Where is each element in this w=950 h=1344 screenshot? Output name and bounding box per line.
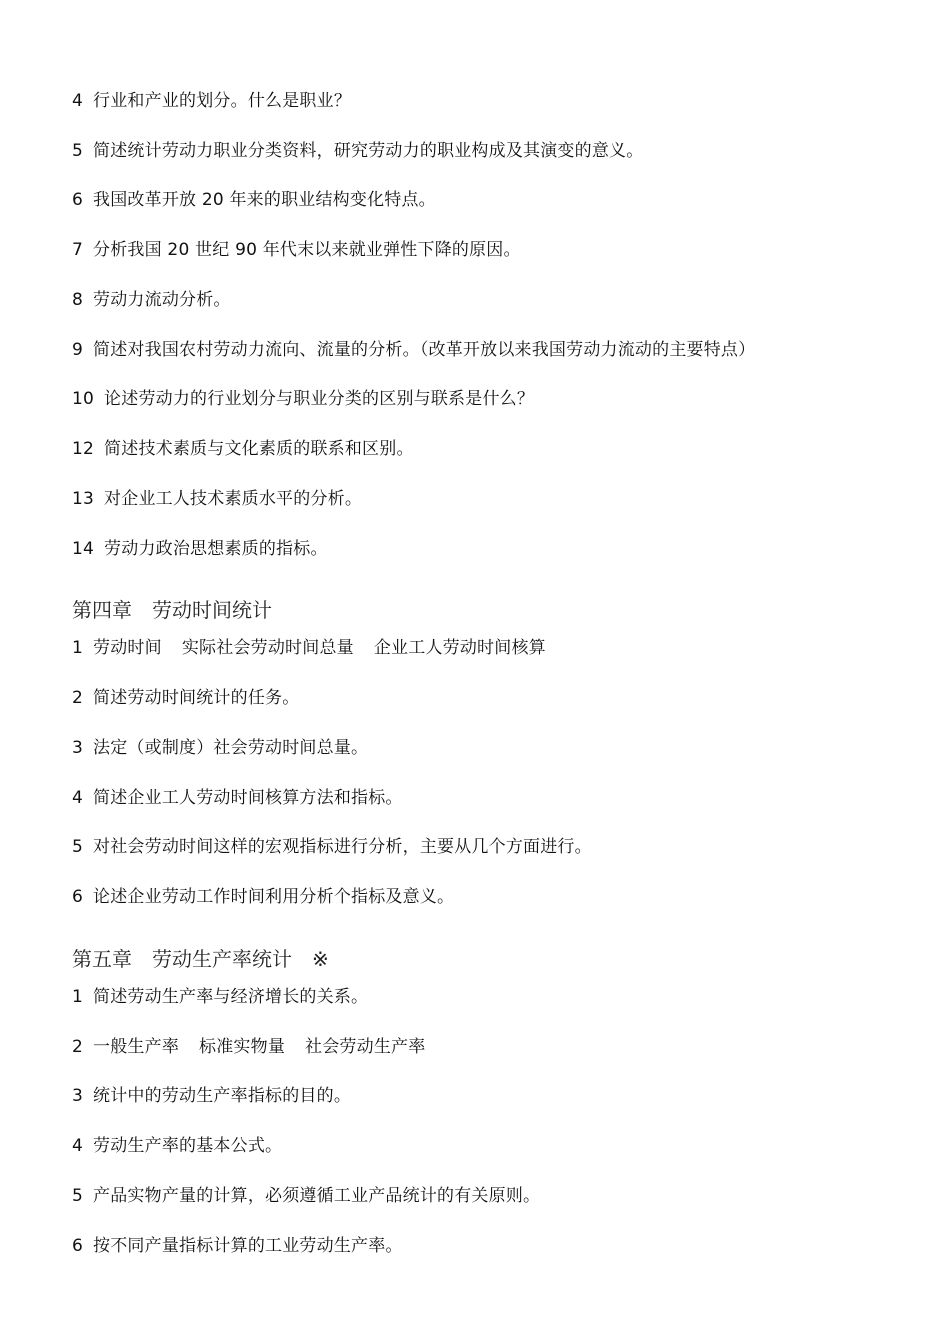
item-text: 劳动生产率的基本公式。 (93, 1136, 283, 1156)
chapter-heading (72, 597, 272, 623)
item-number: 1 (72, 987, 84, 1007)
list-item (72, 538, 328, 560)
chapter-subtitle: 劳动生产率统计 (152, 947, 292, 971)
item-text: 简述劳动生产率与经济增长的关系。 (93, 987, 369, 1007)
item-text: 按不同产量指标计算的工业劳动生产率。 (93, 1236, 403, 1256)
item-text: 简述统计劳动力职业分类资料，研究劳动力的职业构成及其演变的意义。 (93, 141, 644, 161)
item-text: 行业和产业的划分。什么是职业？ (93, 91, 352, 111)
term: 社会劳动生产率 (305, 1037, 426, 1057)
item-text: 劳动力政治思想素质的指标。 (104, 539, 328, 559)
list-item (72, 787, 403, 809)
item-number: 6 (72, 190, 84, 210)
list-item (72, 189, 436, 211)
item-number: 5 (72, 141, 84, 161)
item-number: 6 (72, 1236, 84, 1256)
list-item (72, 1085, 351, 1107)
list-item (72, 737, 368, 759)
list-item (72, 836, 592, 858)
reference-mark: ※ (312, 947, 329, 971)
item-number: 4 (72, 1136, 84, 1156)
list-item (72, 687, 299, 709)
list-item (72, 637, 546, 659)
item-number: 3 (72, 1086, 84, 1106)
list-item (72, 140, 643, 162)
item-text: 对社会劳动时间这样的宏观指标进行分析，主要从几个方面进行。 (93, 837, 592, 857)
item-text: 简述劳动时间统计的任务。 (93, 688, 300, 708)
list-item (72, 239, 521, 261)
chapter-title: 第四章 (72, 598, 132, 622)
item-text: 简述对我国农村劳动力流向、流量的分析。（改革开放以来我国劳动力流动的主要特点） (93, 340, 756, 360)
item-number: 1 (72, 638, 84, 658)
term: 标准实物量 (199, 1037, 286, 1057)
list-item (72, 986, 368, 1008)
list-item (72, 1235, 403, 1257)
item-number: 7 (72, 240, 84, 260)
item-number: 4 (72, 91, 84, 111)
item-number: 8 (72, 290, 84, 310)
chapter-subtitle: 劳动时间统计 (152, 598, 272, 622)
item-text: 统计中的劳动生产率指标的目的。 (93, 1086, 352, 1106)
item-text: 劳动力流动分析。 (93, 290, 231, 310)
item-number: 4 (72, 788, 84, 808)
term: 一般生产率 (93, 1037, 180, 1057)
item-number: 2 (72, 1037, 84, 1057)
item-number: 13 (72, 489, 95, 509)
item-number: 6 (72, 887, 84, 907)
list-item (72, 488, 362, 510)
chapter-heading (72, 946, 329, 972)
list-item (72, 90, 351, 112)
list-item (72, 1135, 282, 1157)
item-number: 14 (72, 539, 95, 559)
item-text: 法定（或制度）社会劳动时间总量。 (93, 738, 369, 758)
item-number: 9 (72, 340, 84, 360)
item-text: 论述劳动力的行业划分与职业分类的区别与联系是什么？ (104, 389, 535, 409)
list-item (72, 1036, 425, 1058)
list-item (72, 339, 755, 361)
item-text: 简述技术素质与文化素质的联系和区别。 (104, 439, 414, 459)
item-text: 论述企业劳动工作时间利用分析个指标及意义。 (93, 887, 455, 907)
item-number: 3 (72, 738, 84, 758)
list-item (72, 289, 231, 311)
item-text: 产品实物产量的计算，必须遵循工业产品统计的有关原则。 (93, 1186, 541, 1206)
item-text: 分析我国 20 世纪 90 年代末以来就业弹性下降的原因。 (93, 240, 521, 260)
list-item (72, 886, 454, 908)
chapter-title: 第五章 (72, 947, 132, 971)
term: 实际社会劳动时间总量 (181, 638, 354, 658)
item-text: 简述企业工人劳动时间核算方法和指标。 (93, 788, 403, 808)
list-item (72, 1185, 540, 1207)
item-number: 10 (72, 389, 95, 409)
item-number: 5 (72, 1186, 84, 1206)
list-item (72, 438, 414, 460)
item-text: 我国改革开放 20 年来的职业结构变化特点。 (93, 190, 436, 210)
term: 企业工人劳动时间核算 (373, 638, 546, 658)
item-number: 5 (72, 837, 84, 857)
term: 劳动时间 (93, 638, 162, 658)
item-text: 对企业工人技术素质水平的分析。 (104, 489, 363, 509)
item-number: 12 (72, 439, 95, 459)
item-number: 2 (72, 688, 84, 708)
list-item (72, 388, 534, 410)
